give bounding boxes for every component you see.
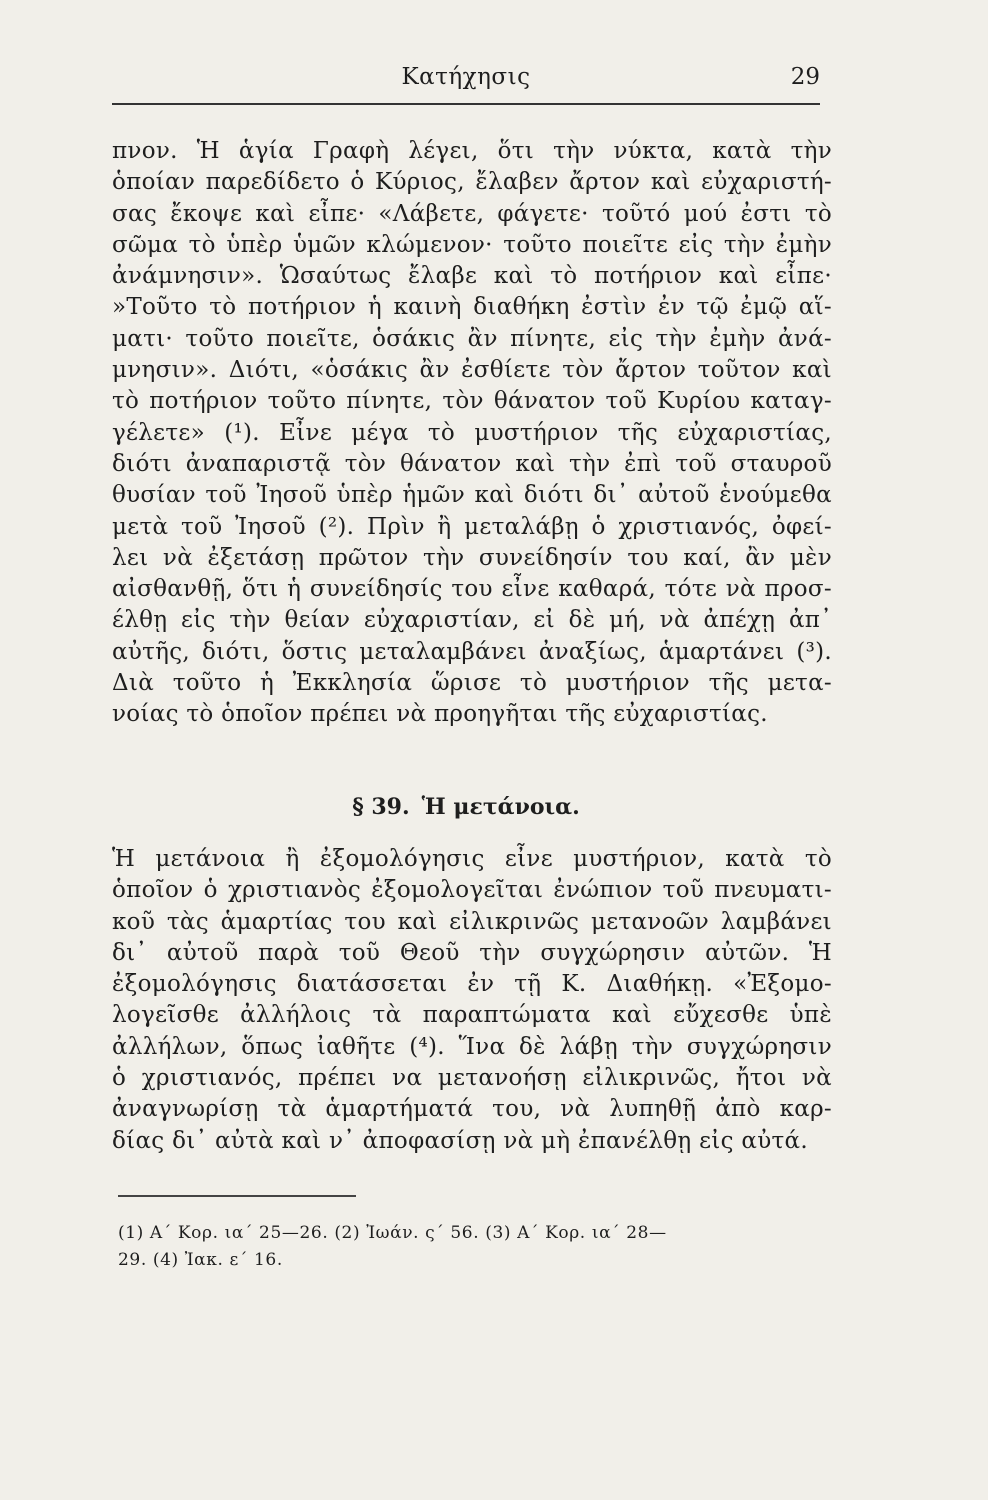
text-line: έλθῃ εἰς τὴν θείαν εὐχαριστίαν, εἰ δὲ μή, νὰ ἀπέχῃ ἀπ᾽ [112,607,832,634]
text-line: γέλετε» (¹). Εἶνε μέγα τὸ μυστήριον τῆς εὐχαριστίας, [112,419,832,446]
footnote-line: (1) Α΄ Κορ. ια΄ 25—26. (2) Ἰωάν. ς΄ 56. (3) Α΄ Κορ. ια΄ 28— [118,1223,667,1243]
text-line: κοῦ τὰς ἁμαρτίας του καὶ εἰλικρινῶς μετανοῶν λαμβάνει [112,908,832,935]
text-line: ἀνάμνησιν». Ὡσαύτως ἔλαβε καὶ τὸ ποτήριον καὶ εἶπε· [112,263,832,290]
text-line: λει νὰ ἐξετάσῃ πρῶτον τὴν συνείδησίν του καί, ἂν μὲν [112,544,832,571]
text-line: ὁποῖον ὁ χριστιανὸς ἐξομολογεῖται ἐνώπιον τοῦ πνευματι- [112,877,832,904]
text-line: τὸ ποτήριον τοῦτο πίνητε, τὸν θάνατον τοῦ Κυρίου καταγ- [112,388,832,415]
text-line: Ἡ μετάνοια ἢ ἐξομολόγησις εἶνε μυστήριον, κατὰ τὸ [112,846,832,872]
text-line: σας ἔκοψε καὶ εἶπε· «Λάβετε, φάγετε· τοῦτό μού ἐστι τὸ [112,200,832,227]
text-line: ἀναγνωρίσῃ τὰ ἁμαρτήματά του, νὰ λυπηθῇ ἀπὸ καρ- [112,1096,832,1123]
text-line: ὁποίαν παρεδίδετο ὁ Κύριος, ἔλαβεν ἄρτον καὶ εὐχαριστή- [112,169,832,196]
text-line: ἐξομολόγησις διατάσσεται ἐν τῇ Κ. Διαθήκῃ. «Ἐξομο- [112,971,832,998]
text-line: αὐτῆς, διότι, ὅστις μεταλαμβάνει ἀναξίως, ἁμαρτάνει (³). [112,638,832,665]
text-line: αἰσθανθῇ, ὅτι ἡ συνείδησίς του εἶνε καθαρά, τότε νὰ προσ- [112,576,832,603]
text-line: θυσίαν τοῦ Ἰησοῦ ὑπὲρ ἡμῶν καὶ διότι δι᾽ αὐτοῦ ἑνούμεθα [112,482,832,509]
text-line: ὁ χριστιανός, πρέπει να μετανοήσῃ εἰλικρινῶς, ἤτοι νὰ [112,1065,832,1092]
text-line: μετὰ τοῦ Ἰησοῦ (²). Πρὶν ἢ μεταλάβῃ ὁ χριστιανός, ὀφεί- [112,513,832,540]
text-line: σῶμα τὸ ὑπὲρ ὑμῶν κλώμενον· τοῦτο ποιεῖτε εἰς τὴν ἐμὴν [112,231,832,258]
text-line: μνησιν». Διότι, «ὁσάκις ἂν ἐσθίετε τὸν ἄρτον τοῦτον καὶ [112,357,832,384]
section-number: § 39. [352,794,410,820]
section-heading [112,794,820,820]
text-line: »Τοῦτο τὸ ποτήριον ἡ καινὴ διαθήκη ἐστὶν ἐν τῷ ἐμῷ αἵ- [112,294,832,321]
header-rule [112,103,820,105]
text-line: ματι· τοῦτο ποιεῖτε, ὁσάκις ἂν πίνητε, εἰς τὴν ἐμὴν ἀνά- [112,325,832,352]
text-line: λογεῖσθε ἀλλήλοις τὰ παραπτώματα καὶ εὔχεσθε ὑπὲ [112,1002,832,1029]
text-line: ἀλλήλων, ὅπως ἰαθῆτε (⁴). Ἵνα δὲ λάβῃ τὴν συγχώρησιν [112,1033,832,1060]
paragraph-repentance [112,844,832,1157]
page-number: 29 [790,64,820,90]
running-title: Κατήχησις [401,64,531,90]
section-title: Ἡ μετάνοια. [421,794,580,820]
paragraph-eucharist [112,136,832,731]
footnotes [118,1220,830,1274]
text-line: νοίας τὸ ὁποῖον πρέπει νὰ προηγῆται τῆς εὐχαριστίας. [112,701,768,728]
footnote-line: 29. (4) Ἰακ. ε΄ 16. [118,1250,283,1270]
footnote-rule [118,1195,356,1197]
text-line: διότι ἀναπαριστᾷ τὸν θάνατον καὶ τὴν ἐπὶ τοῦ σταυροῦ [112,450,832,477]
text-line: δίας δι᾽ αὐτὰ καὶ ν᾽ ἀποφασίσῃ νὰ μὴ ἐπανέλθῃ εἰς αὐτά. [112,1127,808,1154]
page-header [112,58,820,98]
text-line: δι᾽ αὐτοῦ παρὰ τοῦ Θεοῦ τὴν συγχώρησιν αὐτῶν. Ἡ [112,939,832,966]
text-line: Διὰ τοῦτο ἡ Ἐκκλησία ὥρισε τὸ μυστήριον τῆς μετα- [112,670,832,697]
text-line: πνον. Ἡ ἁγία Γραφὴ λέγει, ὅτι τὴν νύκτα, κατὰ τὴν [112,138,832,164]
